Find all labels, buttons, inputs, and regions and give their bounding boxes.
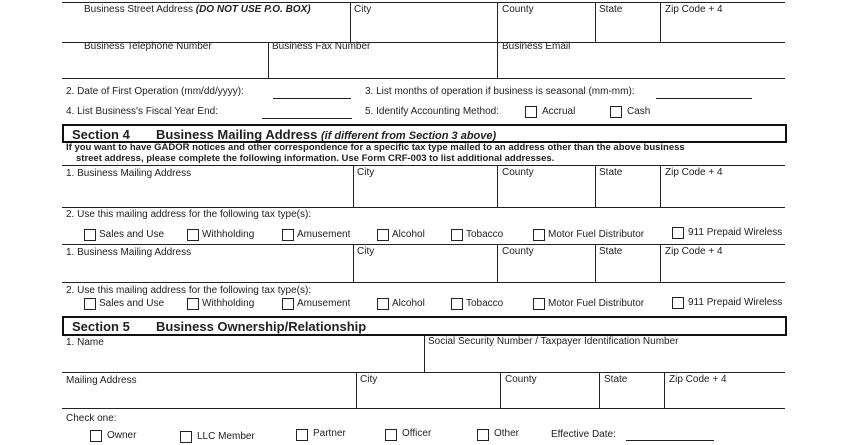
zip-label: Zip Code + 4 xyxy=(665,4,723,15)
tax-types-label: 2. Use this mailing address for the following tax type(s): xyxy=(66,209,312,220)
county-label: County xyxy=(502,167,534,178)
fiscal-year-end-label: 4. List Business's Fiscal Year End: xyxy=(66,106,218,117)
county-label: County xyxy=(502,4,534,15)
state-label: State xyxy=(599,246,623,257)
role-label: LLC Member xyxy=(197,431,255,442)
prepaid-wireless-checkbox[interactable] xyxy=(672,227,684,239)
accrual-label: Accrual xyxy=(542,106,576,117)
cash-checkbox[interactable] xyxy=(610,106,622,118)
city-label: City xyxy=(354,4,372,15)
tax-type-label: Tobacco xyxy=(466,229,504,240)
zip-label: Zip Code + 4 xyxy=(669,374,727,385)
row-divider xyxy=(62,372,785,373)
seasonal-months-label: 3. List months of operation if business is seasonal (mm-mm): xyxy=(365,86,635,97)
tax-type-label: 911 Prepaid Wireless xyxy=(688,227,783,238)
llc-member-checkbox[interactable] xyxy=(180,431,192,443)
business-mailing-address-label: 1. Business Mailing Address xyxy=(66,247,192,258)
tax-type-label: Motor Fuel Distributor xyxy=(548,229,645,240)
prepaid-wireless-checkbox[interactable] xyxy=(672,297,684,309)
divider xyxy=(660,2,661,42)
sales-and-use-checkbox[interactable] xyxy=(84,298,96,310)
divider xyxy=(595,244,596,282)
row-divider xyxy=(62,244,785,245)
section-5-title: Business Ownership/Relationship xyxy=(156,319,367,334)
effective-date-field[interactable] xyxy=(626,440,714,441)
name-label: 1. Name xyxy=(66,337,104,348)
row-divider xyxy=(62,282,785,283)
divider xyxy=(350,2,351,42)
partner-checkbox[interactable] xyxy=(296,429,308,441)
motor-fuel-distributor-checkbox[interactable] xyxy=(533,298,545,310)
divider xyxy=(497,42,498,78)
state-label: State xyxy=(604,374,628,385)
section-4-instruction: street address, please complete the following information. Use Form CRF-003 to list additional addresses. xyxy=(76,153,555,164)
zip-label: Zip Code + 4 xyxy=(665,167,723,178)
section-4-header xyxy=(62,124,787,143)
section-4-label: Section 4 xyxy=(72,127,130,142)
row-divider xyxy=(62,408,785,409)
business-mailing-address-label: 1. Business Mailing Address xyxy=(66,168,192,179)
other-checkbox[interactable] xyxy=(477,429,489,441)
city-label: City xyxy=(360,374,378,385)
county-label: County xyxy=(502,246,534,257)
tax-type-label: Withholding xyxy=(202,229,255,240)
sales-and-use-checkbox[interactable] xyxy=(84,229,96,241)
tax-type-label: Motor Fuel Distributor xyxy=(548,298,645,309)
row-divider xyxy=(62,207,785,208)
divider xyxy=(497,244,498,282)
withholding-checkbox[interactable] xyxy=(187,298,199,310)
tax-type-label: Withholding xyxy=(202,298,255,309)
row-divider xyxy=(62,78,785,79)
section-4-title: Business Mailing Address (if different from Section 3 above) xyxy=(156,127,497,142)
tax-type-label: Alcohol xyxy=(392,298,425,309)
effective-date-label: Effective Date: xyxy=(551,429,616,440)
amusement-checkbox[interactable] xyxy=(282,229,294,241)
officer-checkbox[interactable] xyxy=(385,429,397,441)
divider xyxy=(595,165,596,207)
fiscal-year-end-field[interactable] xyxy=(262,118,352,119)
alcohol-checkbox[interactable] xyxy=(377,298,389,310)
state-label: State xyxy=(599,167,623,178)
accrual-checkbox[interactable] xyxy=(525,106,537,118)
section-5-label: Section 5 xyxy=(72,319,130,334)
ssn-label: Social Security Number / Taxpayer Identification Number xyxy=(428,336,679,347)
withholding-checkbox[interactable] xyxy=(187,229,199,241)
first-operation-label: 2. Date of First Operation (mm/dd/yyyy): xyxy=(66,86,244,97)
owner-checkbox[interactable] xyxy=(90,430,102,442)
accounting-method-label: 5. Identify Accounting Method: xyxy=(365,106,499,117)
tax-type-label: Amusement xyxy=(297,298,351,309)
divider xyxy=(353,165,354,207)
role-label: Officer xyxy=(402,428,432,439)
divider xyxy=(599,372,600,408)
city-label: City xyxy=(357,246,375,257)
tax-type-label: Amusement xyxy=(297,229,351,240)
divider xyxy=(660,244,661,282)
tax-type-label: Sales and Use xyxy=(99,229,165,240)
top-border xyxy=(62,2,785,3)
tax-type-label: Alcohol xyxy=(392,229,425,240)
role-label: Partner xyxy=(313,428,346,439)
divider xyxy=(356,372,357,408)
tax-type-label: 911 Prepaid Wireless xyxy=(688,297,783,308)
divider xyxy=(500,372,501,408)
zip-label: Zip Code + 4 xyxy=(665,246,723,257)
city-label: City xyxy=(357,167,375,178)
role-label: Other xyxy=(494,428,520,439)
street-address-label: Business Street Address (DO NOT USE P.O. BOX) xyxy=(84,4,311,15)
tax-types-label: 2. Use this mailing address for the following tax type(s): xyxy=(66,285,312,296)
seasonal-months-field[interactable] xyxy=(656,98,752,99)
section-4-instruction: If you want to have GADOR notices and other correspondence for a specific tax type mailed to an address other than the above business xyxy=(66,142,685,153)
divider xyxy=(424,336,425,372)
divider xyxy=(497,2,498,42)
cash-label: Cash xyxy=(627,106,651,117)
motor-fuel-distributor-checkbox[interactable] xyxy=(533,229,545,241)
divider xyxy=(353,244,354,282)
section-5-header xyxy=(62,316,787,336)
telephone-label: Business Telephone Number xyxy=(84,41,212,52)
divider xyxy=(660,165,661,207)
role-label: Owner xyxy=(107,430,137,441)
state-label: State xyxy=(599,4,623,15)
county-label: County xyxy=(505,374,537,385)
divider xyxy=(664,372,665,408)
alcohol-checkbox[interactable] xyxy=(377,229,389,241)
tax-type-label: Sales and Use xyxy=(99,298,165,309)
tobacco-checkbox[interactable] xyxy=(451,298,463,310)
amusement-checkbox[interactable] xyxy=(282,298,294,310)
check-one-label: Check one: xyxy=(66,413,117,424)
mailing-address-label: Mailing Address xyxy=(66,375,137,386)
first-operation-field[interactable] xyxy=(273,98,351,99)
divider xyxy=(595,2,596,42)
divider xyxy=(268,42,269,78)
tax-type-label: Tobacco xyxy=(466,298,504,309)
email-label: Business Email xyxy=(502,41,571,52)
tobacco-checkbox[interactable] xyxy=(451,229,463,241)
fax-label: Business Fax Number xyxy=(272,41,371,52)
divider xyxy=(497,165,498,207)
row-divider xyxy=(62,165,785,166)
